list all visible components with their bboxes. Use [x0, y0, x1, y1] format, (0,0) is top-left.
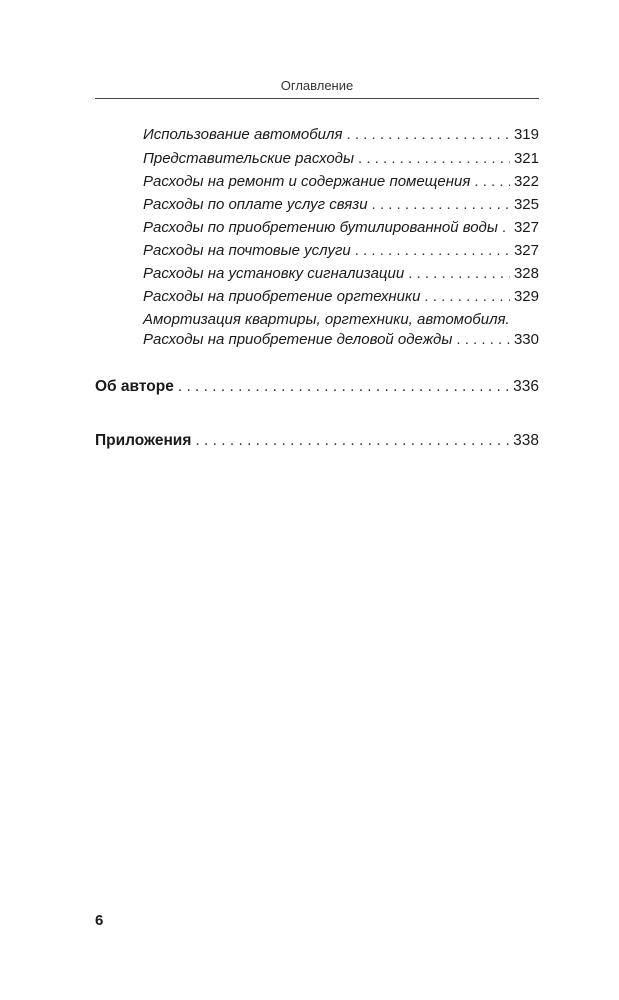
dot-leader: [372, 196, 510, 213]
toc-entry-title: Расходы на ремонт и содержание помещения: [143, 173, 471, 190]
toc-section[interactable]: [95, 432, 539, 450]
toc-entry[interactable]: [143, 331, 539, 348]
toc-entry[interactable]: [143, 126, 539, 143]
dot-leader: [347, 126, 510, 143]
dot-leader: [424, 288, 510, 305]
toc-entry-title: Использование автомобиля: [143, 126, 343, 143]
toc-entry-page: 322: [513, 173, 539, 190]
toc-entry-title: Расходы на почтовые услуги: [143, 242, 351, 259]
toc-section-page: 336: [513, 378, 539, 395]
page-number: 6: [95, 912, 104, 929]
dot-leader: [178, 378, 509, 396]
toc-entry-page: 321: [513, 150, 539, 167]
toc-entry-title: Расходы по приобретению бутилированной воды: [143, 219, 498, 236]
toc-entry[interactable]: [143, 219, 539, 236]
toc-entry-page: 330: [513, 331, 539, 348]
dot-leader: [358, 150, 510, 167]
toc-entry[interactable]: [143, 242, 539, 259]
toc-section-title: Об авторе: [95, 378, 174, 395]
toc-entry[interactable]: [143, 196, 539, 213]
toc-entry-page: 329: [513, 288, 539, 305]
toc-section[interactable]: [95, 378, 539, 396]
toc-entry-page: 327: [513, 219, 539, 236]
dot-leader: [456, 331, 510, 348]
toc-entry-page: 325: [513, 196, 539, 213]
toc-entry[interactable]: [143, 265, 539, 282]
running-header: Оглавление: [280, 78, 354, 93]
toc-entry-title: Представительские расходы: [143, 150, 354, 167]
toc-entry-title: Расходы на установку сигнализации: [143, 265, 405, 282]
dot-leader: [474, 173, 510, 190]
toc-entry-title: Расходы по оплате услуг связи: [143, 196, 368, 213]
toc-entry-title: Расходы на приобретение оргтехники: [143, 288, 421, 305]
toc-entry-page: 319: [513, 126, 539, 143]
toc-section-title: Приложения: [95, 432, 192, 449]
toc-entry-page: 328: [513, 265, 539, 282]
toc-section-page: 338: [513, 432, 539, 449]
dot-leader: [502, 219, 510, 236]
toc-entry[interactable]: [143, 173, 539, 190]
toc-entry[interactable]: [143, 288, 539, 305]
toc-entry-title: Расходы на приобретение деловой одежды: [143, 331, 453, 348]
toc-entry-first-line[interactable]: Амортизация квартиры, оргтехники, автомобиля.: [143, 311, 510, 328]
toc-entry-page: 327: [513, 242, 539, 259]
dot-leader: [408, 265, 510, 282]
toc-entry[interactable]: [143, 150, 539, 167]
dot-leader: [355, 242, 510, 259]
header-rule: [95, 98, 539, 99]
dot-leader: [195, 432, 509, 450]
